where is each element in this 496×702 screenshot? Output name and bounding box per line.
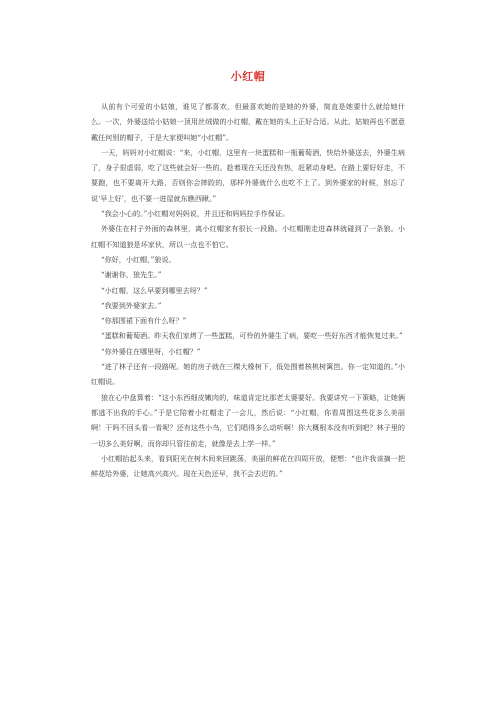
paragraph: “我会小心的。”小红帽对妈妈说，并且还和妈妈拉手作保证。 — [100, 209, 290, 219]
paragraph: 小红帽抬起头来，看到阳光在树木间来回跳荡，美丽的鲜花在四周开放，便想：“也许我该摘一把鲜花给外婆，让她高兴高兴。现在天色还早，我不会去迟的。” — [91, 453, 405, 479]
document-title: 小红帽 — [230, 70, 266, 83]
paragraph: “小红帽，这么早要到哪里去呀？” — [100, 285, 208, 295]
paragraph: “我要到外婆家去。” — [100, 300, 162, 310]
paragraph: “你那围裙下面有什么呀？” — [100, 316, 187, 326]
paragraph: “你好，小红帽，”狼说。 — [100, 254, 176, 264]
paragraph: 狼在心中盘算着：“这小东西细皮嫩肉的，味道肯定比那老太婆要好。我要讲究一下策略，让她俩都逃不出我的手心。”于是它陪着小红帽走了一会儿，然后说：“小红帽，你看周围这些花多么美丽啊！干吗不回头看一看呢？还有这些小鸟，它们唱得多么动听啊！你大概根本没有听到吧？林子里的一切多么美好啊，而你却只管往前走，就像是去上学一样。” — [91, 392, 405, 448]
paragraph: 外婆住在村子外面的森林里，离小红帽家有很长一段路。小红帽刚走进森林就碰到了一条狼。小红帽不知道狼是坏家伙，所以一点也不怕它。 — [91, 224, 405, 249]
paragraph: 从前有个可爱的小姑娘，谁见了都喜欢，但最喜欢她的是她的外婆，简直是她要什么就给她什么。一次，外婆送给小姑娘一顶用丝绒做的小红帽，戴在她的头上正好合适。从此，姑娘再也不愿意戴任何别的帽子，于是大家便叫她“小红帽”。 — [91, 102, 405, 142]
document-body — [91, 99, 405, 481]
paragraph: “蛋糕和葡萄酒。昨天我们家烤了一些蛋糕，可怜的外婆生了病，要吃一些好东西才能恢复过来。” — [100, 331, 403, 341]
paragraph: “进了林子还有一段路呢。她的房子就在三棵大橡树下，低处围着核桃树篱笆。你一定知道的。”小红帽说。 — [91, 362, 405, 387]
paragraph: 一天，妈妈对小红帽说：“来，小红帽，这里有一块蛋糕和一瓶葡萄酒，快给外婆送去，外婆生病了，身子很虚弱，吃了这些就会好一些的。趁着现在天还没有热，赶紧动身吧。在路上要好好走，不要跑，也不要离开大路，否则你会摔跤的，那样外婆就什么也吃不上了。到外婆家的时候，别忘了说‘早上好’，也不要一进屋就东瞧西瞅。” — [91, 147, 405, 203]
paragraph: “你外婆住在哪里呀，小红帽？” — [100, 346, 201, 356]
paragraph: “谢谢你，狼先生。” — [100, 270, 162, 280]
